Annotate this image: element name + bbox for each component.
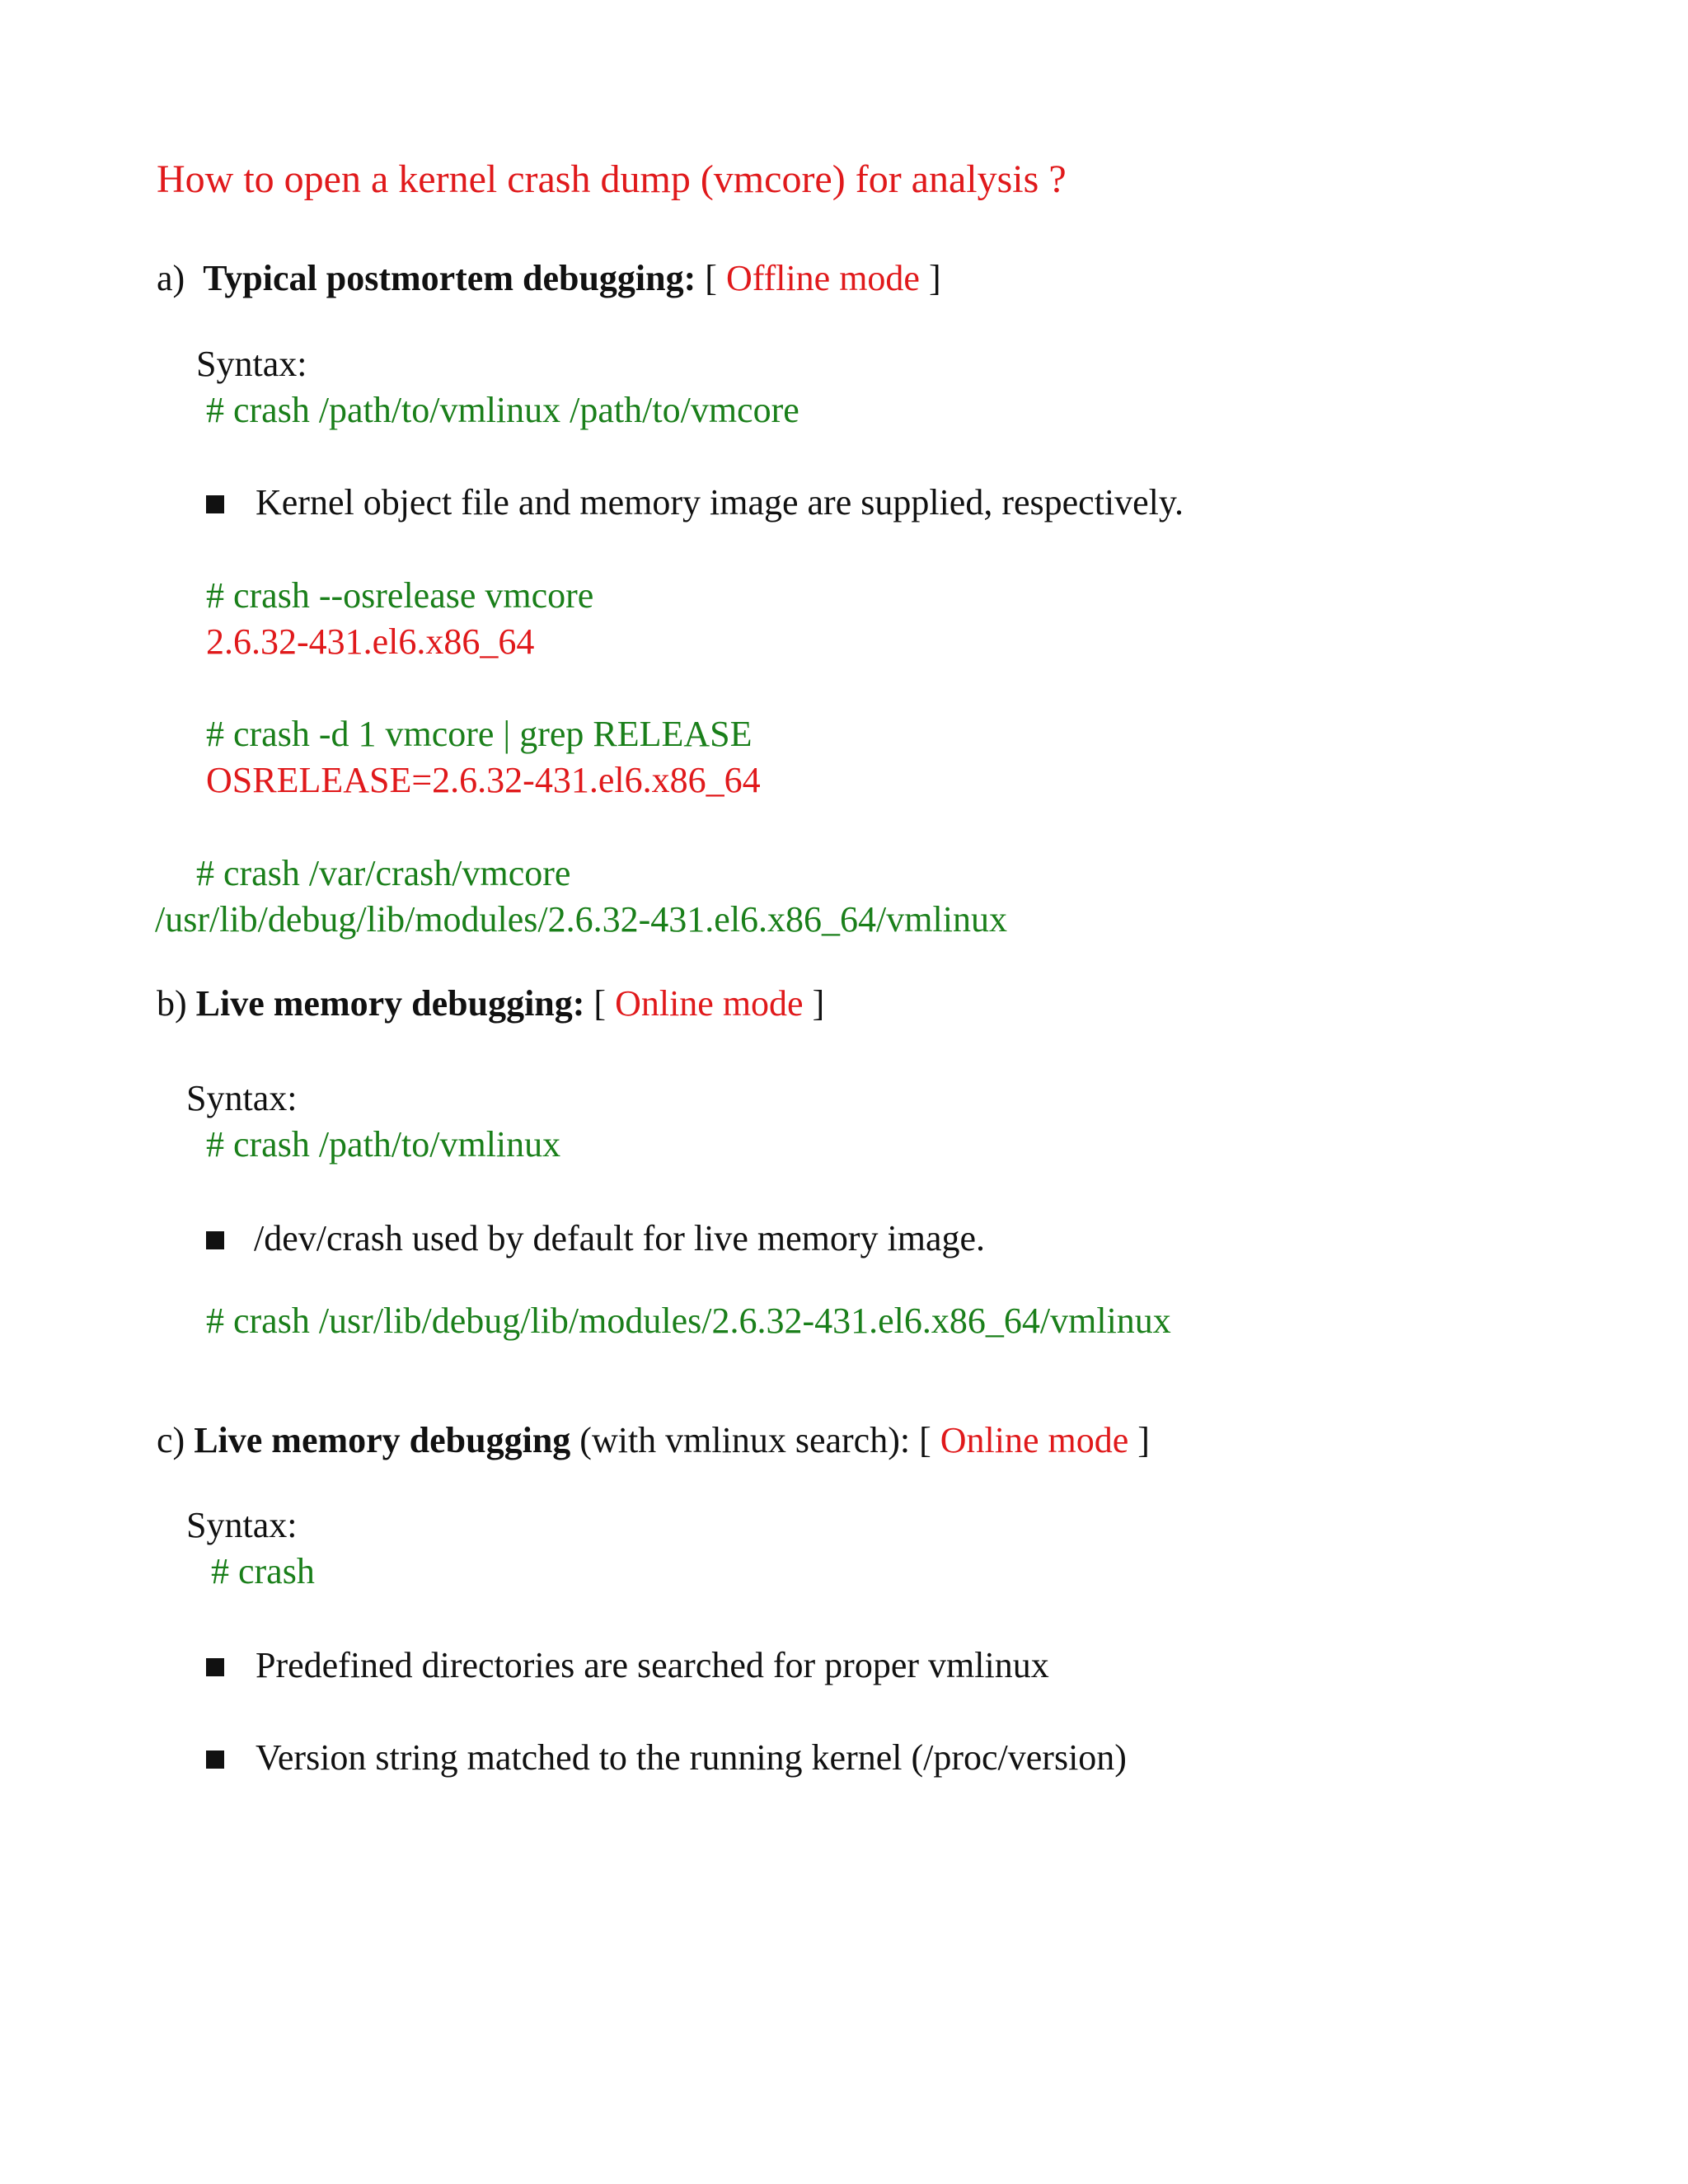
section-a-heading-line [157,255,941,302]
section-b-bracket-close: ] [812,983,825,1024]
section-a-output-grep: OSRELEASE=2.6.32-431.el6.x86_64 [206,760,761,800]
section-b-bullet-text: /dev/crash used by default for live memory image. [254,1218,986,1258]
section-a-command-vmcore-line2: /usr/lib/debug/lib/modules/2.6.32-431.el6.x86_64/vmlinux [155,899,1007,940]
section-b-prefix: b) [157,983,187,1024]
section-b-bracket-open: [ [593,983,607,1024]
page-title: How to open a kernel crash dump (vmcore) for analysis ? [157,157,1067,201]
section-a-command-osrelease: # crash --osrelease vmcore [206,575,594,616]
section-a-bullet-text: Kernel object file and memory image are supplied, respectively. [256,482,1184,523]
section-a-mode: Offline mode [725,258,920,298]
section-a-bracket-close: ] [928,258,941,298]
section-a-prefix: a) [157,258,185,298]
section-c-bracket-open: [ [919,1420,931,1460]
section-c-syntax-label: Syntax: [186,1505,298,1545]
section-c-prefix: c) [157,1420,185,1460]
section-b-heading-line [157,981,824,1027]
section-c-heading-line [157,1418,1150,1464]
section-c-mode: Online mode [940,1420,1129,1460]
section-a-heading: Typical postmortem debugging: [203,258,696,298]
section-c-bracket-close: ] [1137,1420,1150,1460]
bullet-square-icon [206,495,224,513]
bullet-square-icon [206,1750,224,1769]
section-a-command-grep: # crash -d 1 vmcore | grep RELEASE [206,714,753,754]
section-a-bracket-open: [ [705,258,717,298]
section-c-suffix: (with vmlinux search): [579,1420,911,1460]
section-a-syntax-command: # crash /path/to/vmlinux /path/to/vmcore [206,390,799,430]
section-c-bullet-1-text: Predefined directories are searched for proper vmlinux [256,1645,1049,1685]
section-b-command-vmlinux: # crash /usr/lib/debug/lib/modules/2.6.32-431.el6.x86_64/vmlinux [206,1301,1171,1341]
section-a-syntax-label: Syntax: [196,344,307,384]
section-c-bullet-2-text: Version string matched to the running kernel (/proc/version) [256,1737,1127,1778]
section-c-heading: Live memory debugging [194,1420,571,1460]
section-b-mode: Online mode [615,983,804,1024]
section-a-command-vmcore-line1: # crash /var/crash/vmcore [196,853,571,893]
bullet-square-icon [206,1231,224,1249]
bullet-square-icon [206,1658,224,1676]
section-a-output-osrelease: 2.6.32-431.el6.x86_64 [206,621,535,662]
section-c-syntax-command: # crash [211,1551,315,1591]
section-b-syntax-label: Syntax: [186,1078,298,1118]
section-b-syntax-command: # crash /path/to/vmlinux [206,1124,561,1165]
section-b-heading: Live memory debugging: [195,983,585,1024]
